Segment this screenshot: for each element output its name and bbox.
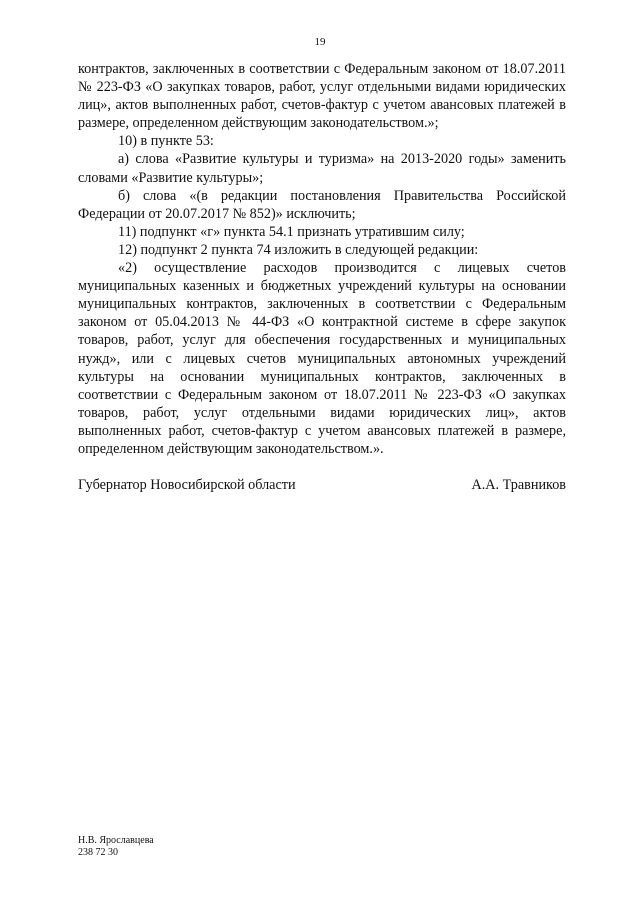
paragraph: 11) подпункт «г» пункта 54.1 признать утратившим силу; [118, 223, 465, 240]
page-number: 19 [314, 36, 326, 48]
executor-block [78, 835, 154, 859]
paragraph: б) слова «(в редакции постановления Правительства Российской Федерации от 20.07.2017 № 852)» исключить; [78, 187, 566, 222]
signature-block [78, 476, 566, 494]
executor-phone: 238 72 30 [78, 847, 118, 858]
document-body [78, 60, 566, 458]
paragraph: «2) осуществление расходов производится с лицевых счетов муниципальных казенных и бюджетных учреждений культуры на основании муниципальных контрактов, заключенных в соответствии с Федеральным законом от 05.04.2013 № 44-ФЗ «О контрактной системе в сфере закупок товаров, работ, услуг для обеспечения государственных и муниципальных нужд», или с лицевых счетов муниципальных автономных учреждений культуры на основании муниципальных контрактов, заключенных в соответствии с Федеральным законом от 18.07.2011 № 223-ФЗ «О закупках товаров, работ, услуг отдельными видами юридических лиц», актов выполненных работ, счетов-фактур с учетом авансовых платежей в размере, определенном действующим законодательством.». [78, 260, 566, 457]
paragraph: 12) подпункт 2 пункта 74 изложить в следующей редакции: [118, 241, 479, 258]
paragraph: 10) в пункте 53: [118, 133, 214, 150]
paragraph: а) слова «Развитие культуры и туризма» на 2013-2020 годы» заменить словами «Развитие культуры»; [78, 151, 566, 186]
signatory-name: А.А. Травников [471, 477, 566, 493]
executor-name: Н.В. Ярославцева [78, 835, 154, 846]
paragraph: контрактов, заключенных в соответствии с Федеральным законом от 18.07.2011 № 223-ФЗ «О закупках товаров, работ, услуг отдельными видами юридических лиц», актов выполненных работ, счетов-фактур с учетом авансовых платежей в размере, определенном действующим законодательством.»; [78, 61, 566, 132]
signatory-position: Губернатор Новосибирской области [78, 477, 296, 493]
